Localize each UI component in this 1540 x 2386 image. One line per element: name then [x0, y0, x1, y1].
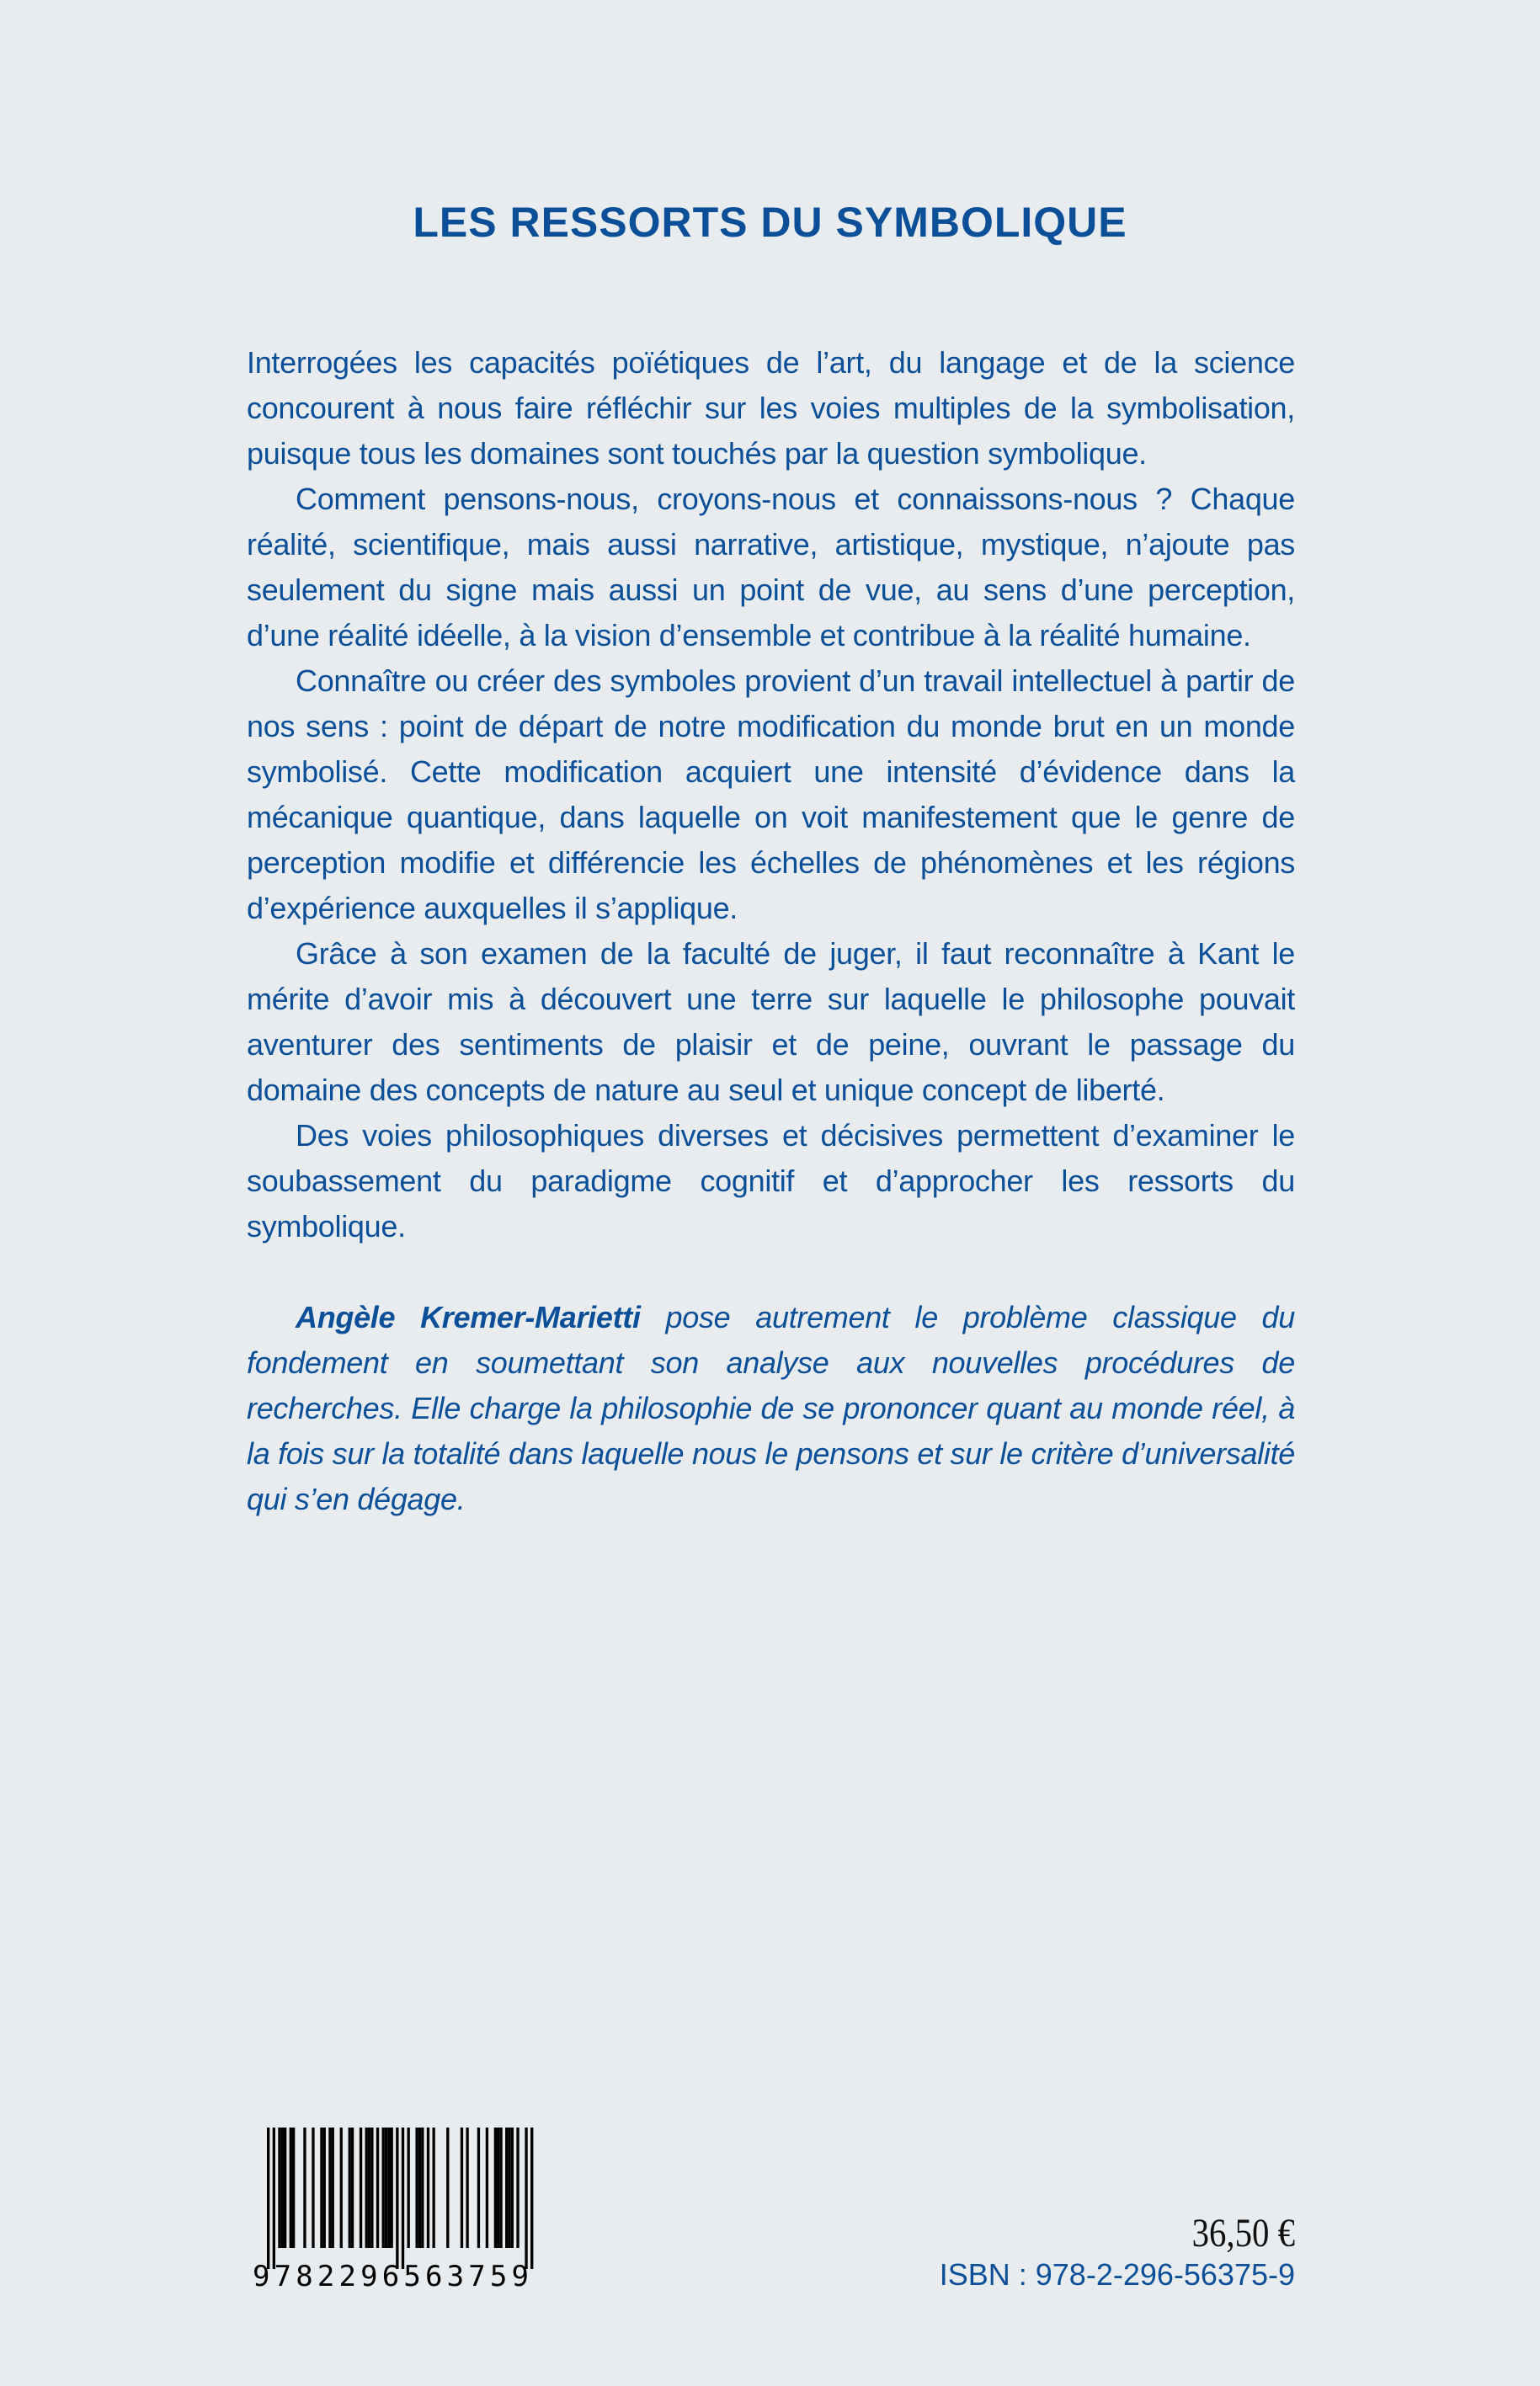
barcode-bar [365, 2128, 368, 2248]
barcode-bar [376, 2128, 379, 2248]
barcode-bar [292, 2128, 295, 2248]
barcode-bar [505, 2128, 508, 2248]
barcode-bar [323, 2128, 326, 2248]
barcode-bar [427, 2128, 429, 2248]
barcode-bar [320, 2128, 322, 2248]
barcode-bar [368, 2128, 370, 2248]
barcode-bar [499, 2128, 502, 2248]
barcode-bar [278, 2128, 280, 2248]
paragraph-2: Comment pensons-nous, croyons-nous et connaissons-nous ? Chaque réalité, scientifique, mais aussi narrative, artistique, mystique, n’ajoute pas seulement du signe mais aussi un point de vue, au sens d’une perception, d’une réalité idéelle, à la vision d’ensemble et contribue à la réalité humaine. [247, 482, 1295, 652]
paragraph-5: Des voies philosophiques diverses et décisives permettent d’examiner le soubassement du paradigme cognitif et d’approcher les ressorts du symbolique. [247, 1118, 1295, 1244]
barcode-bar [360, 2128, 362, 2248]
barcode-bar [402, 2128, 404, 2269]
barcode-bar [494, 2128, 497, 2248]
barcode-bar [273, 2128, 275, 2269]
barcode-bar [525, 2128, 527, 2269]
back-cover-text [247, 340, 1295, 1522]
barcode-bar [332, 2128, 334, 2248]
barcode-bar [267, 2128, 269, 2269]
barcode-bar [396, 2128, 398, 2269]
barcode-bar [516, 2128, 519, 2248]
book-title: LES RESSORTS DU SYMBOLIQUE [413, 199, 1127, 246]
barcode-bar [382, 2128, 385, 2248]
barcode-bar [461, 2128, 463, 2248]
barcode-bar [415, 2128, 418, 2248]
barcode-bar [432, 2128, 434, 2248]
author-blurb-text: pose autrement le problème classique du fondement en soumettant son analyse aux nouvelles procédures de recherches. Elle charge la philosophie de se prononcer quant au monde réel, à la fois sur la totalité dans laquelle nous le pensons et sur le critère d’universalité qui s’en dégage. [247, 1300, 1295, 1516]
paragraph-3: Connaître ou créer des symboles provient d’un travail intellectuel à partir de nos sens : point de départ de notre modification du monde brut en un monde symbolisé. Cette modification acquiert une intensité d’évidence dans la mécanique quantique, dans laquelle on voit manifestement que le genre de perception modifie et différencie les échelles de phénomènes et les régions d’expérience auxquelles il s’applique. [247, 663, 1295, 925]
barcode-bar [387, 2128, 390, 2248]
barcode [253, 2128, 556, 2296]
price: 36,50 € [1191, 2211, 1295, 2256]
barcode-bar [486, 2128, 488, 2248]
barcode-bar [530, 2128, 533, 2269]
barcode-bar [284, 2128, 286, 2248]
barcode-bar [497, 2128, 499, 2248]
barcode-bar [418, 2128, 421, 2248]
barcode-bar [477, 2128, 480, 2248]
barcode-bar [385, 2128, 387, 2248]
barcode-bar [349, 2128, 351, 2248]
barcode-bar [290, 2128, 292, 2248]
barcode-bar [281, 2128, 284, 2248]
barcode-bar [508, 2128, 510, 2248]
barcode-bar [351, 2128, 354, 2248]
barcode-bar [328, 2128, 331, 2248]
barcode-bar [391, 2128, 393, 2248]
barcode-bar [312, 2128, 314, 2248]
barcode-bar [340, 2128, 343, 2248]
author-name: Angèle Kremer-Marietti [296, 1300, 641, 1334]
paragraph-4: Grâce à son examen de la faculté de juger, il faut reconnaître à Kant le mérite d’avoir mis à découvert une terre sur laquelle le philosophe pouvait aventurer des sentiments de plaisir et de peine, ouvrant le passage du domaine des concepts de nature au seul et unique concept de liberté. [247, 936, 1295, 1107]
paragraph-1: Interrogées les capacités poïétiques de l’art, du langage et de la science concourent à nous faire réfléchir sur les voies multiples de la symbolisation, puisque tous les domaines sont touchés par la question symbolique. [247, 345, 1295, 471]
barcode-bar [421, 2128, 424, 2248]
barcode-digits: 9782296563759 [253, 2260, 529, 2293]
isbn: ISBN : 978-2-296-56375-9 [939, 2257, 1295, 2292]
barcode-bar [511, 2128, 514, 2248]
barcode-bar [408, 2128, 410, 2248]
barcode-bar [303, 2128, 306, 2248]
barcode-bar [370, 2128, 373, 2248]
barcode-bar [466, 2128, 468, 2248]
barcode-bar [446, 2128, 449, 2248]
author-blurb [247, 1295, 1295, 1522]
